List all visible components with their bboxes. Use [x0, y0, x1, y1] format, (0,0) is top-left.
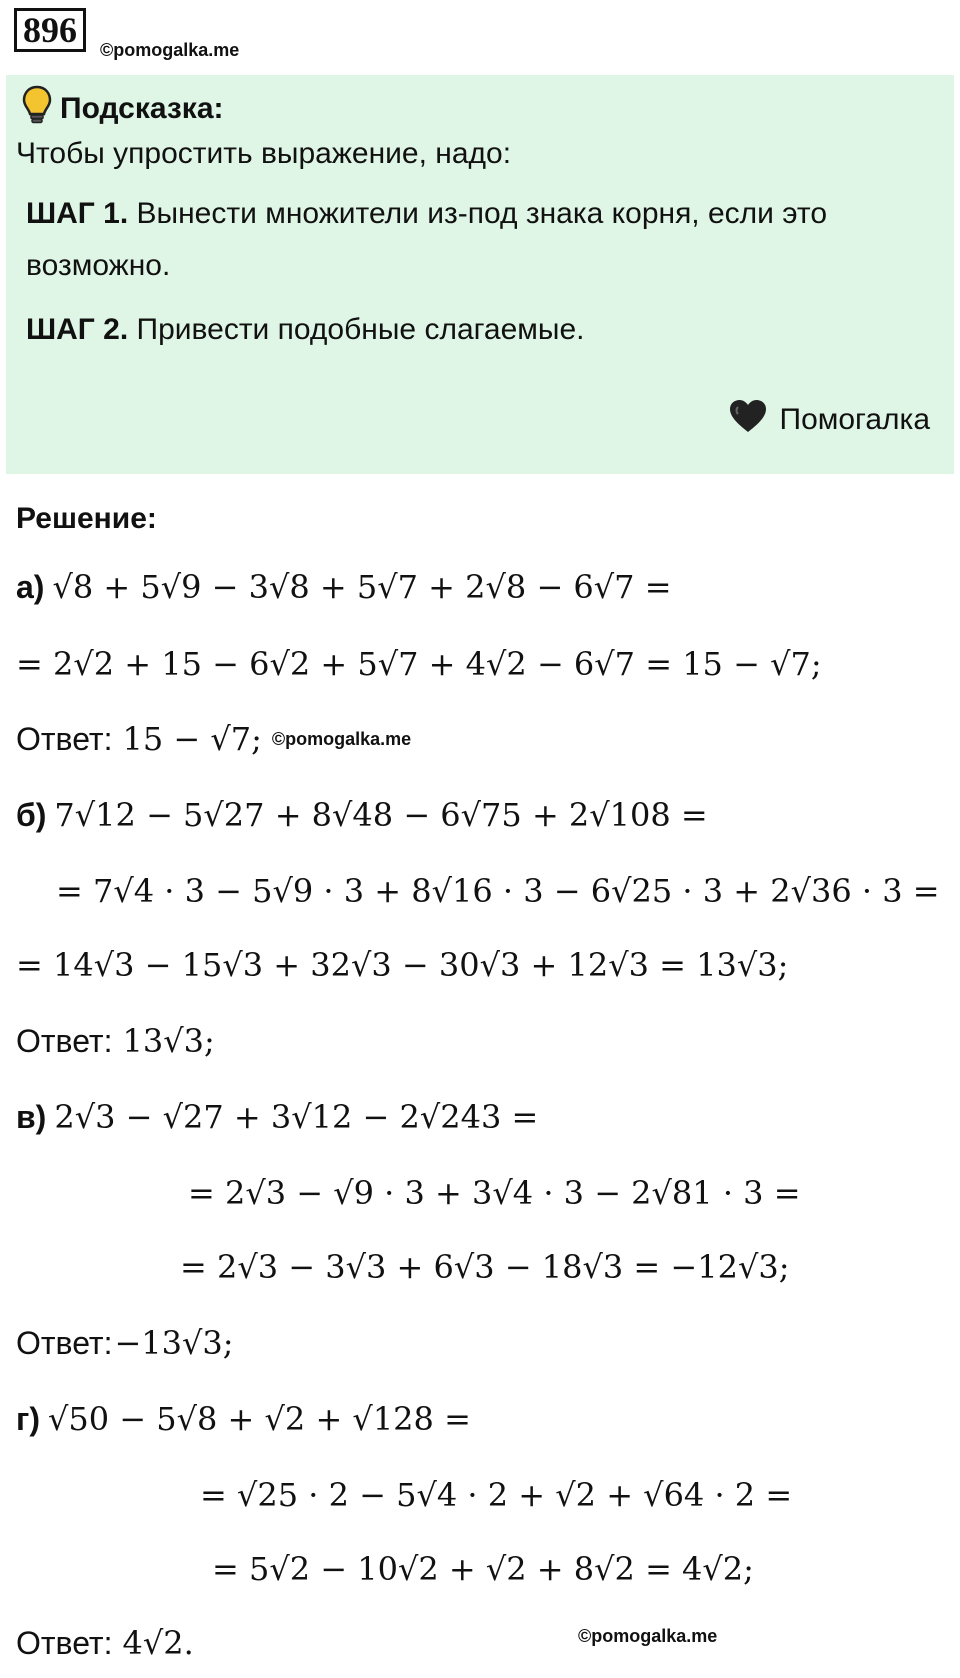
part-g-answer-label: Ответ:: [16, 1624, 113, 1661]
hint-step1-row: [26, 187, 827, 241]
step1-text-line2: возможно.: [26, 249, 171, 282]
watermark-bottom: ©pomogalka.me: [578, 1626, 718, 1646]
part-a-line1: [16, 568, 672, 606]
part-a-line2: = 2√2 + 15 − 6√2 + 5√7 + 4√2 − 6√7 = 15 − √7;: [16, 645, 822, 683]
part-v-label: в): [16, 1098, 47, 1135]
part-b-expr1: 7√12 − 5√27 + 8√48 − 6√75 + 2√108 =: [54, 796, 708, 834]
part-v-answer-value: −13√3;: [114, 1324, 234, 1362]
part-v-expr1: 2√3 − √27 + 3√12 − 2√243 =: [54, 1098, 539, 1136]
brand-name: Помогалка: [779, 403, 930, 436]
step2-text: Привести подобные слагаемые.: [136, 313, 585, 346]
part-a-answer: [16, 720, 411, 758]
part-g-label: г): [16, 1400, 40, 1437]
watermark-top: ©pomogalka.me: [100, 40, 240, 60]
step2-label: ШАГ 2.: [26, 313, 129, 346]
part-v-line3: = 2√3 − 3√3 + 6√3 − 18√3 = −12√3;: [180, 1248, 790, 1286]
part-g-answer-value: 4√2.: [122, 1624, 194, 1662]
part-g-answer: [16, 1624, 194, 1662]
step1-text-line1: Вынести множители из-под знака корня, если это: [136, 197, 827, 230]
part-v-line1: [16, 1098, 538, 1136]
part-a-answer-value: 15 − √7;: [122, 720, 262, 758]
part-g-expr1: √50 − 5√8 + √2 + √128 =: [47, 1400, 471, 1438]
part-b-answer-label: Ответ:: [16, 1022, 113, 1059]
heart-icon: [728, 398, 768, 442]
part-g-line2: = √25 · 2 − 5√4 · 2 + √2 + √64 · 2 =: [200, 1476, 793, 1514]
part-g-line1: [16, 1400, 471, 1438]
part-b-line2: = 7√4 · 3 − 5√9 · 3 + 8√16 · 3 − 6√25 · 3 + 2√36 · 3 =: [56, 872, 940, 910]
part-v-answer-label: Ответ:: [16, 1324, 113, 1361]
part-a-answer-label: Ответ:: [16, 720, 113, 757]
step1-label: ШАГ 1.: [26, 197, 129, 230]
part-b-label: б): [16, 796, 47, 833]
brand-signature: [728, 398, 931, 442]
part-b-answer: [16, 1022, 215, 1060]
hint-title-row: [22, 85, 224, 133]
part-v-answer: [16, 1324, 234, 1362]
part-a-label: а): [16, 568, 45, 605]
watermark-mid: ©pomogalka.me: [271, 728, 412, 749]
lightbulb-icon: [22, 85, 52, 133]
problem-number: 896: [14, 8, 86, 52]
part-v-line2: = 2√3 − √9 · 3 + 3√4 · 3 − 2√81 · 3 =: [188, 1174, 801, 1212]
part-g-line3: = 5√2 − 10√2 + √2 + 8√2 = 4√2;: [212, 1550, 754, 1588]
part-a-expr1: √8 + 5√9 − 3√8 + 5√7 + 2√8 − 6√7 =: [52, 568, 672, 606]
part-b-line1: [16, 796, 708, 834]
part-b-answer-value: 13√3;: [122, 1022, 215, 1060]
hint-title: Подсказка:: [60, 92, 224, 125]
solution-title: Решение:: [16, 502, 157, 535]
hint-step2-row: [26, 303, 585, 357]
part-b-line3: = 14√3 − 15√3 + 32√3 − 30√3 + 12√3 = 13√3;: [16, 946, 789, 984]
hint-box: [6, 75, 954, 474]
hint-intro: Чтобы упростить выражение, надо:: [16, 137, 512, 170]
